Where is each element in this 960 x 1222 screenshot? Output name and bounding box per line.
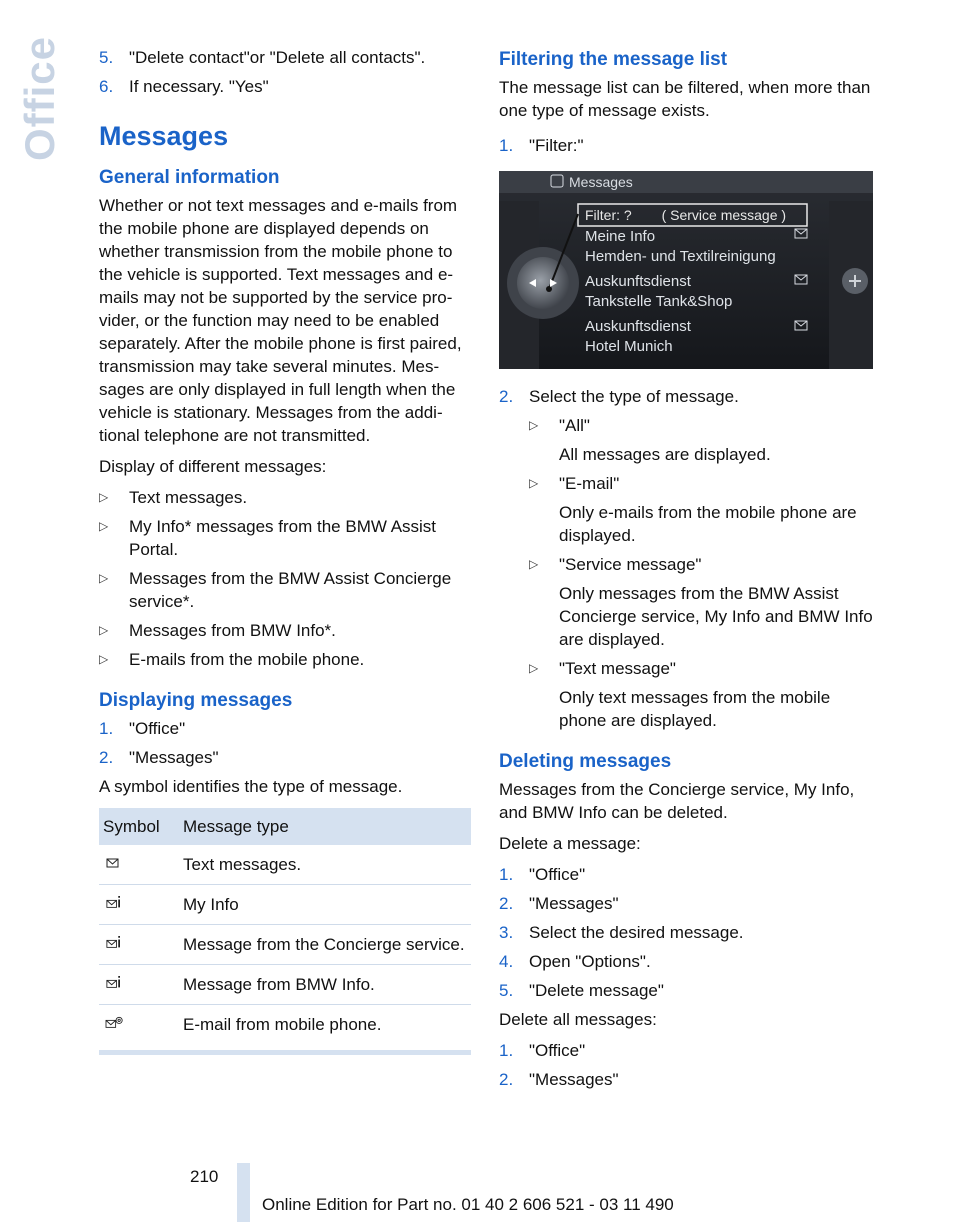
message-list	[585, 227, 776, 357]
step-item: 4. Open "Options".	[499, 952, 651, 971]
subsection-heading: Displaying messages	[99, 690, 293, 711]
list-item: Auskunftsdienst Tankstelle Tank&Shop	[585, 273, 733, 310]
bullet-item: ▷ "All"	[529, 416, 590, 435]
table-row: E-mail from mobile phone.	[99, 1005, 471, 1053]
page-number: 210	[190, 1167, 219, 1186]
subsection-heading: General information	[99, 167, 280, 188]
filter-value: ( Service message )	[661, 207, 787, 223]
table-header-row	[99, 808, 471, 845]
bullet-triangle-icon: ▷	[529, 557, 539, 571]
bullet-item: ▷ Messages from BMW Info*.	[99, 621, 336, 640]
bullet-triangle-icon: ▷	[99, 490, 109, 504]
section-tab-label: Office	[16, 35, 64, 161]
bullet-triangle-icon: ▷	[529, 661, 539, 675]
subsection-heading: Deleting messages	[499, 751, 672, 772]
step-item: 1. "Office"	[499, 865, 586, 884]
paragraph: Delete all messages:	[499, 1010, 657, 1029]
subsection-heading: Filtering the message list	[499, 49, 728, 70]
step-item: 1. "Office"	[99, 719, 186, 738]
step-item: 2. "Messages"	[99, 748, 219, 767]
filter-label: Filter: ?	[585, 207, 632, 223]
paragraph: A symbol identifies the type of message.	[99, 777, 403, 796]
message-type-table	[99, 808, 471, 1055]
bullet-triangle-icon: ▷	[99, 571, 109, 585]
step-item: 2. Select the type of message.	[499, 387, 739, 406]
right-column	[499, 46, 873, 1097]
bullet-item: ▷ My Info* messages from the BMW Assist Portal.	[99, 517, 437, 559]
paragraph: Display of different messages:	[99, 457, 327, 476]
list-item: Auskunftsdienst Hotel Munich	[585, 318, 691, 355]
step-item: 5. "Delete contact"or "Delete all contacts".	[99, 48, 426, 67]
table-row: Message from BMW Info.	[99, 965, 471, 1005]
bullet-item: ▷ "E-mail"	[529, 474, 620, 493]
left-column	[99, 46, 471, 1055]
bullet-triangle-icon: ▷	[529, 476, 539, 490]
step-item: 2. "Messages"	[499, 1070, 619, 1089]
envelope-icon	[103, 856, 123, 870]
bullet-triangle-icon: ▷	[99, 623, 109, 637]
idrive-screen	[499, 171, 873, 369]
step-item: 1. "Office"	[499, 1041, 586, 1060]
filter-row	[585, 205, 786, 225]
envelope-info-icon	[103, 936, 123, 950]
list-item: Meine Info Hemden- und Textilreinigung	[585, 228, 776, 265]
option-list: ▷ "All" All messages are displayed. ▷ "E-mail" Only e-mails from the mobile phone are displayed. ▷ "Service message" Only messages from the BMW Assist Concierge service, My Info and BMW Info are displayed. ▷ "Text message" Only text messages from the mobile phone are displayed.	[529, 416, 873, 730]
bullet-item: ▷ E-mails from the mobile phone.	[99, 650, 365, 669]
paragraph: Delete a message:	[499, 834, 641, 853]
footer-bar	[237, 1163, 250, 1222]
envelope-info-icon	[103, 896, 123, 910]
table-row: Text messages.	[99, 845, 471, 885]
bullet-triangle-icon: ▷	[99, 519, 109, 533]
paragraph: The message list can be filtered, when more than one type of message exists.	[499, 78, 871, 120]
step-item: 2. "Messages"	[499, 894, 619, 913]
section-tab	[16, 35, 64, 161]
table-row: My Info	[99, 885, 471, 925]
step-item: 6. If necessary. "Yes"	[99, 77, 269, 96]
table-header: Symbol	[99, 808, 179, 845]
envelope-at-icon	[103, 1016, 123, 1030]
screen-title: Messages	[569, 174, 633, 190]
edition-note: Online Edition for Part no. 01 40 2 606 521 - 03 11 490	[262, 1195, 674, 1214]
table-header: Message type	[179, 808, 471, 845]
step-item: 5. "Delete message"	[499, 981, 664, 1000]
table-row: Message from the Concierge service.	[99, 925, 471, 965]
envelope-info-icon	[103, 976, 123, 990]
step-item: 1. "Filter:"	[499, 136, 584, 155]
paragraph: Whether or not text messages and e-mails from the mobile phone are displayed depends on whether transmission from the mobile phone to the vehicle is supported. Text messages and e-mails may not be supported by the service provider, or the function may need to be enabled separately. After the mobile phone is first paired, transmission may take several minutes. Messages are only displayed in full length when the vehicle is stationary. Messages from the additional telephone are not transmitted.	[99, 196, 462, 445]
paragraph: Messages from the Concierge service, My Info, and BMW Info can be deleted.	[499, 780, 855, 822]
bullet-triangle-icon: ▷	[529, 418, 539, 432]
bullet-triangle-icon: ▷	[99, 652, 109, 666]
section-title: Messages	[99, 121, 229, 151]
bullet-item: ▷ Messages from the BMW Assist Concierge service*.	[99, 569, 452, 611]
bullet-item: ▷ Text messages.	[99, 488, 248, 507]
bullet-item: ▷ "Text message"	[529, 659, 676, 678]
step-item: 3. Select the desired message.	[499, 923, 744, 942]
bullet-item: ▷ "Service message"	[529, 555, 702, 574]
